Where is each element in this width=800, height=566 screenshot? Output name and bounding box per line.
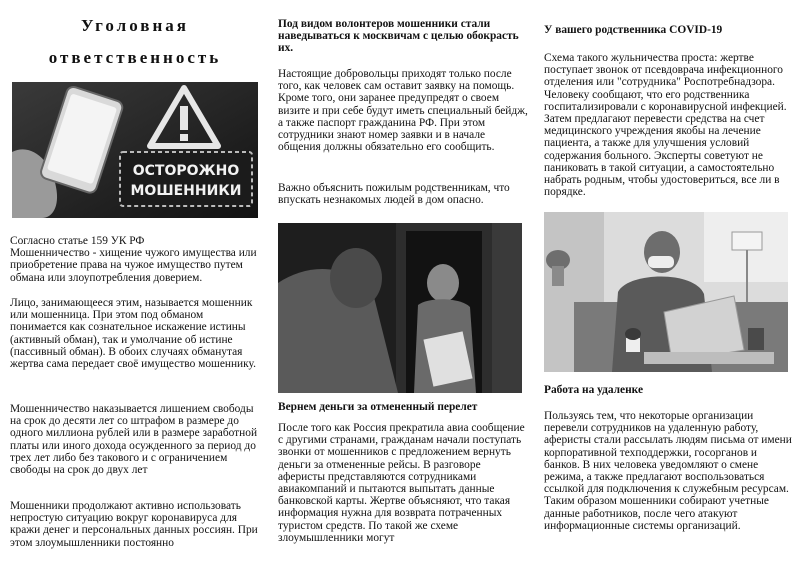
banner-line1: ОСТОРОЖНО <box>132 163 240 179</box>
definition-paragraph: Лицо, занимающееся этим, называется мошенник или мошенница. При этом под обманом понимается как сознательное искажение истины (активный обман), так и умолчание об истине (пассивный обман). В обоих случаях обманутая жертва сама передает своё имущество мошеннику. <box>10 297 256 371</box>
left-column <box>10 0 260 566</box>
refund-paragraph: После того как Россия прекратила авиа сообщение с другими странами, гражданам начали поступать звонки от мошенников с предложением вернуть деньги за отмененные рейсы. В разговоре аферисты представляются сотрудниками авиакомпаний и пытаются выпытать данные банковской карты. Жертве объясняют, что такая информация нужна для возврата потраченных туристом средств. По такой же схеме злоумышленники могут <box>278 422 525 544</box>
covid-relative-paragraph: Схема такого жульничества проста: жертве поступает звонок от псевдоврача инфекционного отделения или "сотрудника" Роспотребнадзора. Человеку сообщают, что его родственника госпитализировали с коронавирусной инфекцией. Затем предлагают перевести средства на счет медицинского учреждения якобы на лечение пациента, а также для улучшения условий содержания больного. Эксперты советуют не паниковать в такой ситуации, а самостоятельно набрать родным, чтобы удостовериться, все ли в порядке. <box>544 52 787 199</box>
covid-relative-heading: У вашего родственника COVID-19 <box>544 24 723 36</box>
coronavirus-intro-paragraph: Мошенники продолжают активно использовать непростую ситуацию вокруг коронавируса для кражи денег и персональных данных россиян. При этом злоумышленники постоянно <box>10 500 258 549</box>
banner-line2: МОШЕННИКИ <box>130 183 242 199</box>
article-159-paragraph: Согласно статье 159 УК РФ Мошенничество - хищение чужого имущества или приобретение права на чужое имущество путем обмана или злоупотребления доверием. <box>10 235 257 284</box>
punishment-paragraph: Мошенничество наказывается лишением свободы на срок до десяти лет со штрафом в размере до одного миллиона рублей или в размере заработной платы или иного дохода осужденного за период до трех лет либо без такового и с ограничением свободы на срок до двух лет <box>10 403 258 477</box>
volunteers-heading: Под видом волонтеров мошенники стали наведываться к москвичам с целью обокрасть их. <box>278 18 519 55</box>
remote-work-heading: Работа на удаленке <box>544 384 644 396</box>
section-title-line2: ответственность <box>48 48 222 67</box>
remote-worker-photo <box>544 212 788 372</box>
elderly-warning-paragraph: Важно объяснить пожилым родственникам, что впускать незнакомых людей в дом опасно. <box>278 182 510 207</box>
section-title-line1: Уголовная <box>81 16 189 35</box>
middle-column <box>278 0 528 566</box>
volunteer-at-door-photo <box>278 223 522 393</box>
volunteers-paragraph: Настоящие добровольцы приходят только после того, как человек сам оставит заявку на помощь. Кроме того, они заранее предупредят о своем визите и при себе будут иметь специальный бейдж, а также паспорт гражданина РФ. При этом сотрудники знают номер заявки и в начале общения должны обязательно его сообщить. <box>278 68 528 154</box>
fraud-warning-image <box>12 82 258 218</box>
remote-work-paragraph: Пользуясь тем, что некоторые организации перевели сотрудников на удаленную работу, аферисты стали рассылать людям письма от имени корпоративной техподдержки, госорганов и банков. В них человека уведомляют о смене режима, а также предлагают воспользоваться ссылкой для подключения к служебным ресурсам. Таким образом мошенники собирают учетные данные работников, после чего атакуют информационные системы организаций. <box>544 410 792 532</box>
right-column <box>544 0 794 566</box>
refund-heading: Вернем деньги за отмененный перелет <box>278 401 478 413</box>
